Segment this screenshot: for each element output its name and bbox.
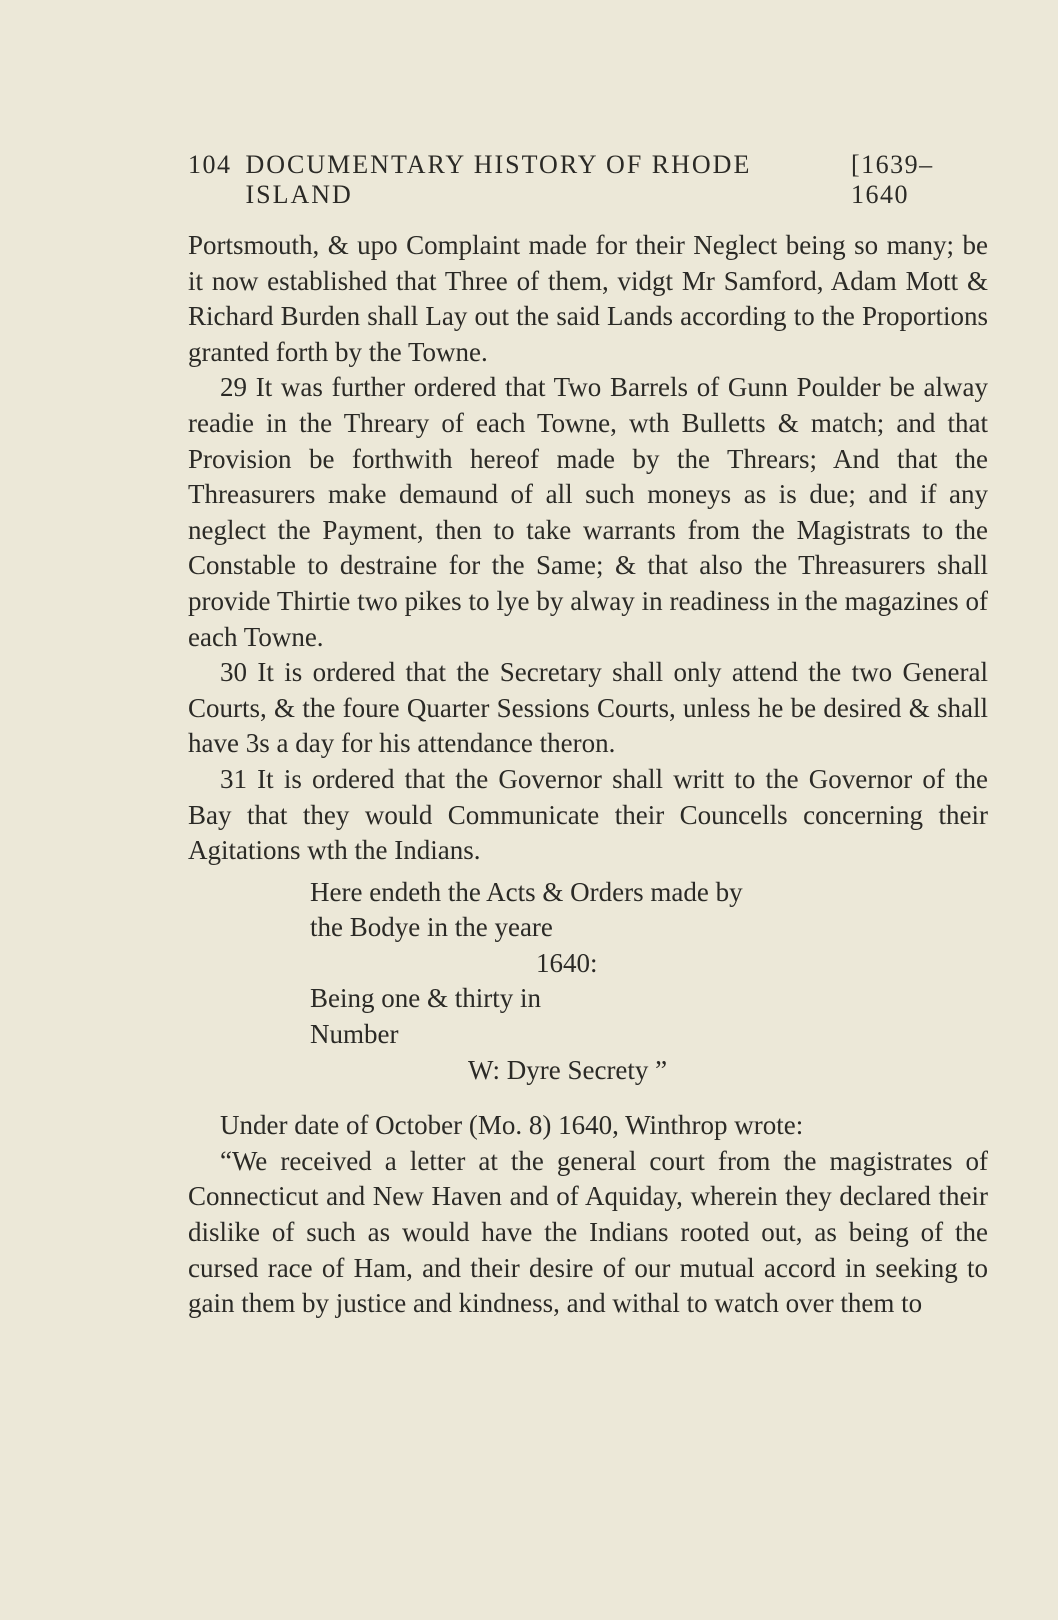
closing-statement — [310, 875, 988, 1089]
page-number: 104 — [188, 150, 232, 179]
closing-signature: W: Dyre Secrety ” — [468, 1054, 668, 1085]
body-text — [188, 228, 988, 869]
paragraph-winthrop-quote: “We received a letter at the general court from the magistrates of Connecticut and New Haven and of Aquiday, wherein they declared their dislike of such as would have the Indians rooted out, as being of the cursed race of Ham, and their desire of our mutual accord in seeking to gain them by justice and kindness, and withal to watch over them to — [188, 1145, 988, 1319]
paragraph-order-30: 30 It is ordered that the Secretary shall only attend the two General Courts, & the foure Quarter Sessions Courts, unless he be desired & shall have 3s a day for his attendance theron. — [188, 657, 988, 759]
running-title: DOCUMENTARY HISTORY OF RHODE ISLAND — [245, 150, 752, 209]
closing-line-4: Number — [310, 1019, 399, 1050]
book-page — [188, 150, 988, 1322]
paragraph-winthrop-intro: Under date of October (Mo. 8) 1640, Winthrop wrote: — [220, 1110, 804, 1141]
closing-line-2: the Bodye in the yeare — [310, 912, 553, 943]
paragraph-order-29: 29 It was further ordered that Two Barrels of Gunn Poulder be alway readie in the Threary of each Towne, wth Bulletts & match; and that Provision be forthwith hereof made by the Threars; And that the Threasurers make demaund of all such moneys as is due; and if any neglect the Payment, then to take warrants from the Magistrats to the Constable to destraine for the Same; & that also the Threasurers shall provide Thirtie two pikes to lye by alway in readiness in the magazines of each Towne. — [188, 372, 988, 652]
running-header — [188, 150, 988, 210]
paragraph-continued: Portsmouth, & upo Complaint made for their Neglect being so many; be it now established that Three of them, vidgt Mr Samford, Adam Mott & Richard Burden shall Lay out the said Lands according to the Proportions granted forth by the Towne. — [188, 230, 988, 367]
closing-line-1: Here endeth the Acts & Orders made by — [310, 876, 743, 907]
running-years: [1639–1640 — [850, 150, 934, 209]
after-text — [188, 1108, 988, 1322]
closing-year: 1640: — [536, 947, 598, 978]
paragraph-order-31: 31 It is ordered that the Governor shall writt to the Governor of the Bay that they would Communicate their Councells concerning their Agitations wth the Indians. — [188, 763, 988, 866]
closing-line-3: Being one & thirty in — [310, 983, 541, 1014]
